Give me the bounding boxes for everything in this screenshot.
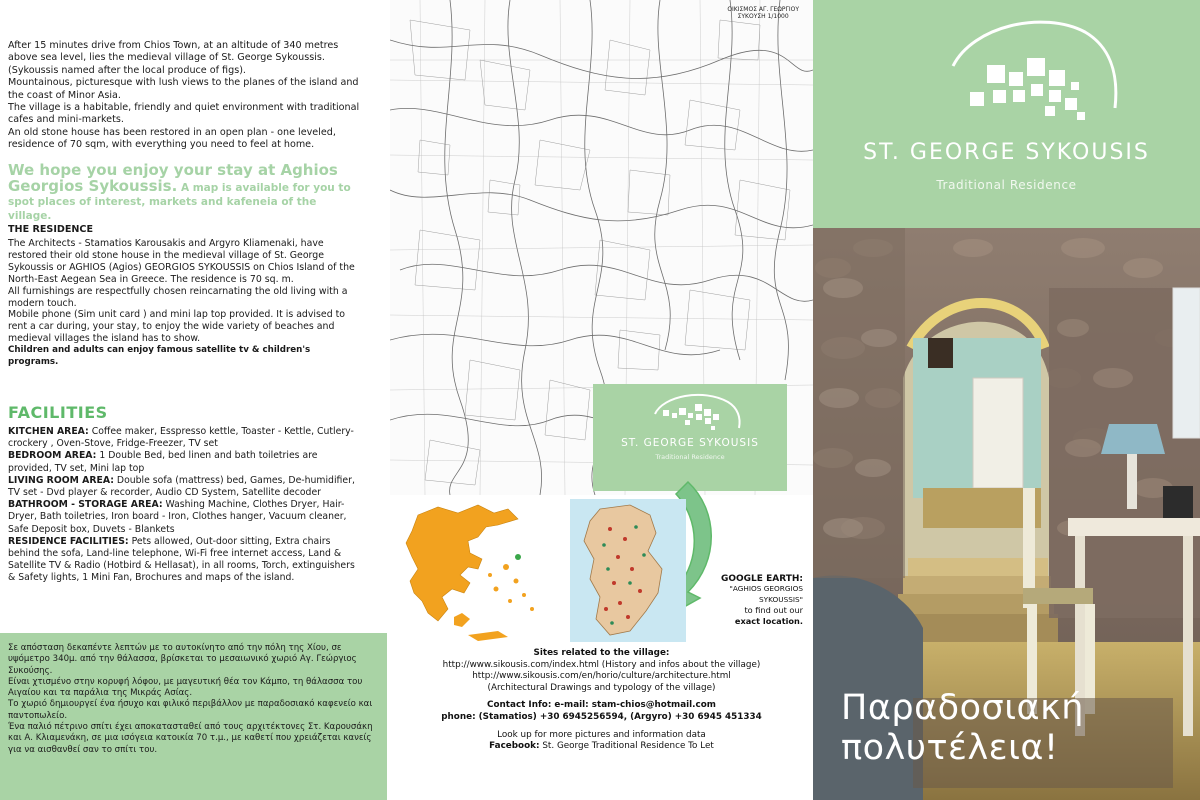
site-link[interactable]: http://www.sikousis.com/index.html (History and infos about the village) (442, 659, 761, 670)
facilities-heading: FACILITIES (8, 403, 108, 422)
google-earth-heading: GOOGLE EARTH: (720, 574, 803, 584)
logo-squares-icon (593, 384, 787, 439)
cover-panel (813, 0, 1200, 800)
residence-paragraph: The Architects - Stamatios Karousakis and Argyro Kliamenaki, have restored their old stone house in the medieval village of St. George Sykoussis or AGHIOS (Agios) GEORGIOS SYKOUSSIS on Chios Island of the North-East Aegean Sea in Greece. The residence is 70 sq. m. (8, 238, 355, 285)
facility-text: 1 Double Bed, bed linen and bath toiletries are provided, TV set, Mini lap top (8, 450, 318, 474)
greek-paragraph: Σε απόσταση δεκαπέντε λεπτών με το αυτοκίνητο από την πόλη της Χίου, σε υψόμετρο 340μ. από την θάλασσα, βρίσκεται το μεσαιωνικό χωριό Αγ. Γεώργιος Συκούσης. (8, 643, 357, 676)
greece-map (398, 497, 558, 647)
facilities-list (8, 426, 360, 585)
enjoy-message (8, 163, 358, 223)
left-panel (0, 0, 390, 800)
related-sites (390, 648, 813, 753)
google-earth-note (689, 574, 803, 626)
greek-paragraph: Είναι χτισμένο στην κορυφή λόφου, με μαγευτική θέα τον Κάμπο, τη θάλασσα του Αιγαίου και τα παράλια της Μικράς Ασίας. (8, 676, 363, 699)
facility-item (8, 450, 360, 474)
cover-title: ST. GEORGE SYKOUSIS (863, 140, 1150, 165)
small-logo-title: ST. GEORGE SYKOUSIS (621, 437, 759, 449)
intro-paragraph: After 15 minutes drive from Chios Town, at an altitude of 340 metres above sea level, lies the medieval village of St. George Sykoussis. (Sykoussis named after the local produce of figs). (8, 40, 339, 76)
facility-item (8, 536, 360, 585)
chios-island-icon (570, 499, 686, 642)
small-logo-box (593, 384, 787, 491)
facility-text: Pets allowed, Out-door sitting, Extra chairs behind the sofa, Land-line telephone, Wi-Fi free internet access, Land & Satellite TV & Radio (Hotbird & Hellasat), in all rooms, Torch, extinguishers & Safety lights, 1 Mini Fan, Brochures and maps of the island. (8, 535, 355, 584)
facility-item (8, 499, 360, 536)
lookup-note: Look up for more pictures and information data (497, 729, 706, 740)
middle-panel (390, 0, 813, 800)
cover-logo-box (813, 0, 1200, 228)
cover-subtitle: Traditional Residence (936, 178, 1077, 192)
facility-text: Washing Machine, Clothes Dryer, Hair-Dryer, Bath toiletries, Iron board - Iron, Clothes hanger, Vacuum cleaner, Safe Deposit box, Duvets - Blankets (8, 499, 347, 535)
facility-text: Double sofa (mattress) bed, Games, De-humidifier, TV set - Dvd player & recorder, Audio CD System, Satellite decoder (8, 474, 355, 499)
phone-info: phone: (Stamatios) +30 6945256594, (Argyro) +30 6945 451334 (441, 711, 762, 722)
map-caption-line: ΟΙΚΙΣΜΟΣ ΑΓ. ΓΕΩΡΓΙΟΥ (727, 6, 799, 13)
facility-item (8, 475, 360, 499)
slogan-line: Παραδοσιακή (841, 688, 1084, 728)
facility-text: Coffee maker, Esspresso kettle, Toaster - Kettle, Cutlery-crockery , Oven-Stove, Fridge-Freezer, TV set (8, 426, 354, 450)
intro-paragraph: The village is a habitable, friendly and quiet environment with traditional cafes and mini-markets. (8, 102, 360, 126)
map-caption (727, 6, 799, 20)
greek-paragraph: Το χωριό δημιουργεί ένα ήσυχο και φιλικό περιβάλλον με παραδοσιακό καφενείο και παντοπωλείο. (8, 699, 373, 721)
google-earth-text: to find out our (744, 605, 803, 616)
enjoy-headline: We hope you enjoy your stay at Aghios Georgios Sykoussis. (8, 161, 338, 195)
facility-label: RESIDENCE FACILITIES: (8, 535, 129, 547)
residence-paragraph: Mobile phone (Sim unit card ) and mini lap top provided. It is advised to rent a car during, your stay, to enjoy the wide variety of beaches and medieval villages the island has to show. (8, 309, 346, 345)
facebook-line (390, 741, 813, 753)
site-link-note: (Architectural Drawings and typology of the village) (487, 682, 716, 693)
small-logo-subtitle: Traditional Residence (655, 453, 725, 461)
greek-description-box (0, 633, 387, 800)
facility-label: BATHROOM - STORAGE AREA: (8, 499, 163, 511)
residence-highlight: Children and adults can enjoy famous satellite tv & children's programs. (8, 345, 311, 368)
google-earth-search-term: "AGHIOS GEORGIOS SYKOUSSIS" (729, 584, 803, 604)
greek-paragraph: Ένα παλιό πέτρινο σπίτι έχει αποκατασταθεί από τους αρχιτέκτονες Στ. Καρουσάκη και Α. Κλιαμενάκη, σε μια ισόγεια κατοικία 70 τ.μ., με καθετί που χρειάζεται κανείς για να αισθανθεί σαν το σπίτι του. (8, 722, 373, 755)
facility-label: LIVING ROOM AREA: (8, 474, 114, 486)
contact-info: Contact Info: e-mail: stam-chios@hotmail.com (487, 700, 716, 711)
facebook-page: St. George Traditional Residence To Let (542, 741, 714, 752)
intro-paragraph: Mountainous, picturesque with lush views to the planes of the island and the coast of Minor Asia. (8, 77, 359, 101)
residence-heading: THE RESIDENCE (8, 224, 94, 235)
google-earth-text: exact location. (734, 615, 803, 626)
facebook-label: Facebook: (489, 741, 540, 752)
map-caption-line: ΣΥΚΟΥΣΗ 1/1000 (737, 13, 789, 20)
enjoy-note: A map is available for you to spot places of interest, markets and kafeneia of the village. (8, 182, 351, 222)
logo-squares-icon (813, 0, 1200, 140)
slogan-line: πολυτέλεια! (841, 728, 1059, 768)
intro-paragraph: An old stone house has been restored in an open plan - one leveled, residence of 70 sqm, with everything you need to feel at home. (8, 126, 336, 151)
residence-paragraph: All furnishings are respectfully chosen reincarnating the old living with a modern touch. (8, 285, 348, 309)
residence-text (8, 238, 360, 369)
greece-map-icon (398, 497, 558, 647)
facility-label: BEDROOM AREA: (8, 450, 97, 462)
facility-item (8, 426, 360, 450)
greek-slogan (841, 688, 1084, 768)
site-link[interactable]: http://www.sikousis.com/en/horio/culture/architecture.html (472, 671, 731, 682)
facility-label: KITCHEN AREA: (8, 426, 89, 437)
sites-heading: Sites related to the village: (533, 648, 670, 658)
chios-island-map (570, 499, 686, 642)
intro-text (8, 40, 360, 152)
